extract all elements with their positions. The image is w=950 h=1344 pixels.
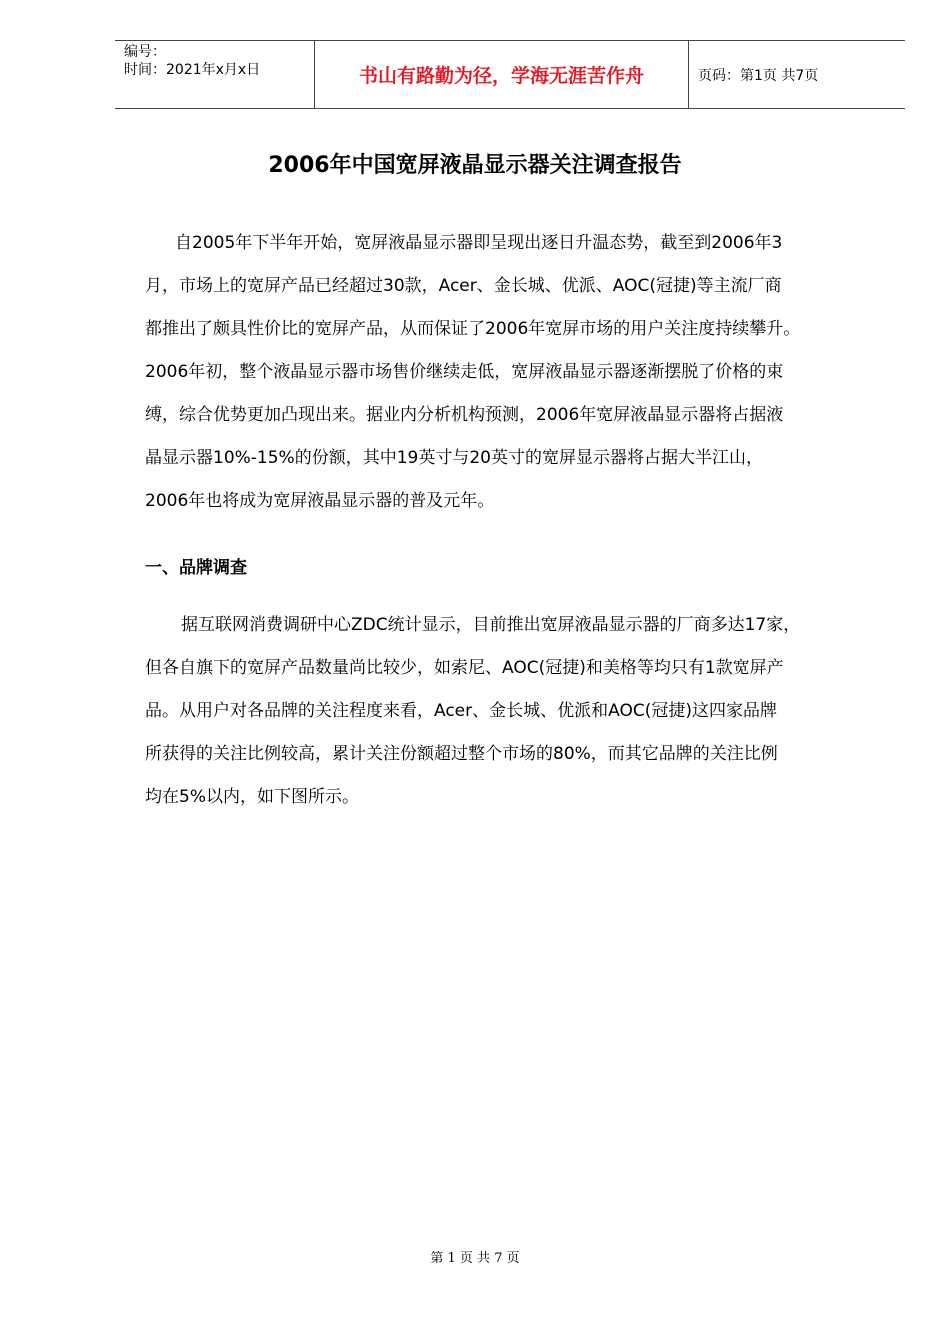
intro-paragraph bbox=[145, 222, 895, 523]
brand-survey-paragraph bbox=[145, 604, 895, 819]
page-header bbox=[115, 40, 905, 109]
paragraph-line: 晶显示器10%-15%的份额，其中19英寸与20英寸的宽屏显示器将占据大半江山， bbox=[145, 448, 763, 468]
paragraph-line: 但各自旗下的宽屏产品数量尚比较少，如索尼、AOC(冠捷)和美格等均只有1款宽屏产 bbox=[145, 658, 784, 678]
paragraph-line: 自2005年下半年开始，宽屏液晶显示器即呈现出逐日升温态势，截至到2006年3 bbox=[175, 233, 783, 253]
paragraph-line: 2006年初，整个液晶显示器市场售价继续走低，宽屏液晶显示器逐渐摆脱了价格的束 bbox=[145, 362, 784, 382]
header-meta bbox=[115, 41, 315, 108]
paragraph-line: 所获得的关注比例较高，累计关注份额超过整个市场的80%，而其它品牌的关注比例 bbox=[145, 744, 778, 764]
paragraph-line: 均在5%以内，如下图所示。 bbox=[145, 787, 359, 807]
paragraph-line: 缚，综合优势更加凸现出来。据业内分析机构预测，2006年宽屏液晶显示器将占据液 bbox=[145, 405, 784, 425]
header-page-info: 页码：第1页 共7页 bbox=[698, 67, 819, 84]
paragraph-line: 都推出了颇具性价比的宽屏产品，从而保证了2006年宽屏市场的用户关注度持续攀升。 bbox=[145, 319, 801, 339]
section-heading-brand-survey: 一、品牌调查 bbox=[145, 558, 247, 578]
paragraph-line: 2006年也将成为宽屏液晶显示器的普及元年。 bbox=[145, 491, 495, 511]
paragraph-line: 据互联网消费调研中心ZDC统计显示，目前推出宽屏液晶显示器的厂商多达17家， bbox=[181, 615, 801, 635]
paragraph-line: 月，市场上的宽屏产品已经超过30款，Acer、金长城、优派、AOC(冠捷)等主流厂商 bbox=[145, 276, 782, 296]
serial-number-label: 编号： bbox=[124, 44, 166, 60]
page-footer: 第 1 页 共 7 页 bbox=[430, 1251, 520, 1266]
paragraph-line: 品。从用户对各品牌的关注程度来看，Acer、金长城、优派和AOC(冠捷)这四家品牌 bbox=[145, 701, 777, 721]
date-label: 时间：2021年x月x日 bbox=[124, 62, 261, 78]
header-motto: 书山有路勤为径，学海无涯苦作舟 bbox=[315, 41, 689, 108]
document-title: 2006年中国宽屏液晶显示器关注调查报告 bbox=[268, 153, 682, 178]
